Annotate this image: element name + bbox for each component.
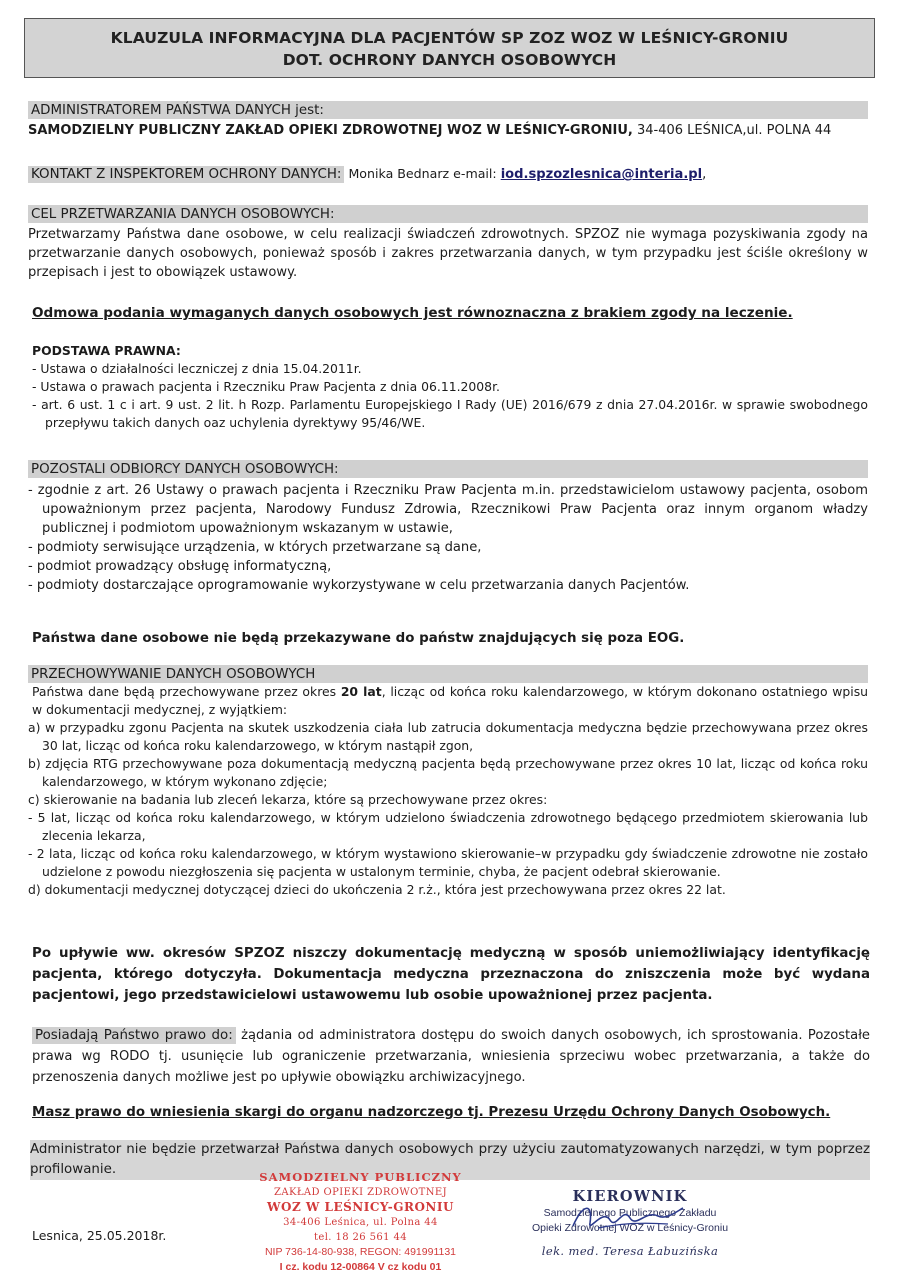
stamp-line: WOZ W LEŚNICY-GRONIU	[267, 1200, 454, 1214]
recipient-item: - podmioty serwisujące urządzenia, w których przetwarzane są dane,	[28, 540, 482, 555]
storage-period: 20 lat	[340, 684, 382, 699]
director-title: KIEROWNIK	[572, 1188, 688, 1205]
document-date: Lesnica, 25.05.2018r.	[32, 1228, 167, 1243]
director-line: Samodzielnego Publicznego Zakładu	[543, 1207, 717, 1219]
stamp-line: NIP 736-14-80-938, REGON: 491991131	[264, 1246, 457, 1258]
recipient-item: - zgodnie z art. 26 Ustawy o prawach pacjenta i Rzeczniku Praw Pacjenta m.in. przedstawicielom ustawowy pacjenta, osobom upoważnionym przez pacjenta, Narodowy Fundusz Zdrowia, Rzecznikowi Praw Pacjenta oraz innym organom władzy publicznej i podmiotom upoważnionym wskazanym w ustawie,	[28, 483, 868, 536]
legal-basis-item: - Ustawa o prawach pacjenta i Rzeczniku Praw Pacjenta z dnia 06.11.2008r.	[32, 379, 500, 394]
storage-intro-a: Państwa dane będą przechowywane przez okres	[32, 684, 341, 699]
administrator-address: 34-406 LEŚNICA,ul. POLNA 44	[632, 123, 832, 138]
title-line-1: KLAUZULA INFORMACYJNA DLA PACJENTÓW SP ZOZ WOZ W LEŚNICY-GRONIU	[110, 29, 789, 47]
contact-person: Monika Bednarz e-mail:	[344, 166, 501, 181]
purpose-text: Przetwarzamy Państwa dane osobowe, w celu realizacji świadczeń zdrowotnych. SPZOZ nie wymaga pozyskiwania zgody na przetwarzanie danych osobowych, ponieważ sposób i zakres przetwarzania danych, w tym przypadku jest ściśle określony w przepisach i jest to obowiązek ustawowy.	[28, 227, 868, 280]
storage-intro-b: , licząc od końca roku kalendarzowego, w którym dokonano ostatniego wpisu w dokumentacji medycznej, z wyjątkiem:	[32, 684, 869, 717]
recipients-section	[28, 460, 868, 595]
stamp-line: tel. 18 26 561 44	[313, 1232, 408, 1243]
rights-heading: Posiadają Państwo prawo do:	[32, 1027, 236, 1044]
legal-basis-section	[32, 342, 868, 432]
recipient-item: - podmioty dostarczające oprogramowanie wykorzystywane w celu przetwarzania danych Pacjentów.	[28, 578, 690, 593]
destruction-statement: Po upływie ww. okresów SPZOZ niszczy dokumentację medyczną w sposób uniemożliwiający identyfikację pacjenta, którego dotyczyła. Dokumentacja medyczna przeznaczona do zniszczenia może być wydana pacjentowi, jego przedstawicielowi ustawowemu lub osobie upoważnionej przez pacjenta.	[32, 946, 870, 1003]
storage-intro	[28, 683, 868, 719]
rights-statement	[32, 1025, 870, 1088]
recipients-heading: POZOSTALI ODBIORCY DANYCH OSOBOWYCH:	[28, 460, 868, 478]
refusal-statement: Odmowa podania wymaganych danych osobowych jest równoznaczna z brakiem zgody na leczenie.	[32, 305, 793, 321]
recipient-item: - podmiot prowadzący obsługę informatyczną,	[28, 559, 332, 574]
administrator-name: SAMODZIELNY PUBLICZNY ZAKŁAD OPIEKI ZDROWOTNEJ WOZ W LEŚNICY-GRONIU,	[28, 123, 633, 138]
contact-suffix: ,	[702, 167, 707, 182]
eog-statement: Państwa dane osobowe nie będą przekazywane do państw znajdujących się poza EOG.	[32, 631, 685, 646]
contact-section	[28, 164, 868, 184]
administrator-text	[28, 121, 868, 140]
purpose-section	[28, 205, 868, 282]
administrator-heading: ADMINISTRATOREM PAŃSTWA DANYCH jest:	[28, 101, 868, 119]
administrator-section	[28, 101, 868, 140]
stamp-line: ZAKŁAD OPIEKI ZDROWOTNEJ	[273, 1187, 448, 1198]
storage-item: - 5 lat, licząc od końca roku kalendarzowego, w którym udzielono świadczenia zdrowotnego będącego przedmiotem skierowania lub zlecenia lekarza,	[28, 810, 868, 843]
title-box	[24, 18, 875, 78]
purpose-heading: CEL PRZETWARZANIA DANYCH OSOBOWYCH:	[28, 205, 868, 223]
institution-stamp	[238, 1170, 483, 1275]
legal-basis-item: - Ustawa o działalności leczniczej z dnia 15.04.2011r.	[32, 361, 362, 376]
signature-icon	[568, 1198, 688, 1238]
storage-item: d) dokumentacji medycznej dotyczącej dzieci do ukończenia 2 r.ż., która jest przechowywana przez okres 22 lat.	[28, 882, 726, 897]
contact-heading: KONTAKT Z INSPEKTOREM OCHRONY DANYCH:	[28, 166, 344, 183]
title-line-2: DOT. OCHRONY DANYCH OSOBOWYCH	[282, 51, 617, 69]
storage-item: c) skierowanie na badania lub zleceń lekarza, które są przechowywane przez okres:	[28, 792, 548, 807]
rights-text: żądania od administratora dostępu do swoich danych osobowych, ich sprostowania. Pozostałe prawa wg RODO tj. usunięcie lub ograniczenie przetwarzania, wniesienia sprzeciwu wobec przetwarzania, a także do przenoszenia danych możliwe jest po upływie obowiązku archiwizacyjnego.	[32, 1028, 870, 1085]
contact-email-link[interactable]: iod.spzozlesnica@interia.pl	[500, 167, 703, 182]
director-line: Opieki Zdrowotnej WOZ w Leśnicy-Groniu	[531, 1222, 729, 1234]
legal-basis-item: - art. 6 ust. 1 c i art. 9 ust. 2 lit. h Rozp. Parlamentu Europejskiego I Rady (UE) 2016/679 z dnia 27.04.2016r. w sprawie swobodnego przepływu takich danych oaz uchylenia dyrektywy 95/46/WE.	[32, 397, 868, 430]
complaint-statement: Masz prawo do wniesienia skargi do organu nadzorczego tj. Prezesu Urzędu Ochrony Danych Osobowych.	[32, 1105, 831, 1120]
stamp-line: I cz. kodu 12-00864 V cz kodu 01	[279, 1261, 442, 1273]
stamp-line: 34-406 Leśnica, ul. Polna 44	[283, 1217, 438, 1228]
storage-item: - 2 lata, licząc od końca roku kalendarzowego, w którym wystawiono skierowanie–w przypadku gdy świadczenie zdrowotne nie zostało udzielone z powodu niezgłoszenia się pacjenta w ustalonym terminie, chyba, że pacjent odebrał skierowanie.	[28, 846, 868, 879]
storage-item: b) zdjęcia RTG przechowywane poza dokumentacją medyczną pacjenta będą przechowywane przez okres 10 lat, licząc od końca roku kalendarzowego, w którym wykonano zdjęcie;	[28, 756, 868, 789]
automated-statement: Administrator nie będzie przetwarzał Państwa danych osobowych przy użyciu zautomatyzowanych narzędzi, w tym poprzez profilowanie.	[30, 1140, 870, 1180]
storage-item: a) w przypadku zgonu Pacjenta na skutek uszkodzenia ciała lub zatrucia dokumentacja medyczna będzie przechowywana przez okres 30 lat, licząc od końca roku kalendarzowego, w którym nastąpił zgon,	[28, 720, 868, 753]
stamp-line: SAMODZIELNY PUBLICZNY	[259, 1170, 462, 1184]
storage-heading: PRZECHOWYWANIE DANYCH OSOBOWYCH	[28, 665, 868, 683]
director-name: lek. med. Teresa Łabuzińska	[541, 1244, 719, 1258]
contact-line	[28, 164, 868, 184]
legal-basis-heading: PODSTAWA PRAWNA:	[32, 343, 181, 358]
storage-section	[28, 665, 868, 899]
